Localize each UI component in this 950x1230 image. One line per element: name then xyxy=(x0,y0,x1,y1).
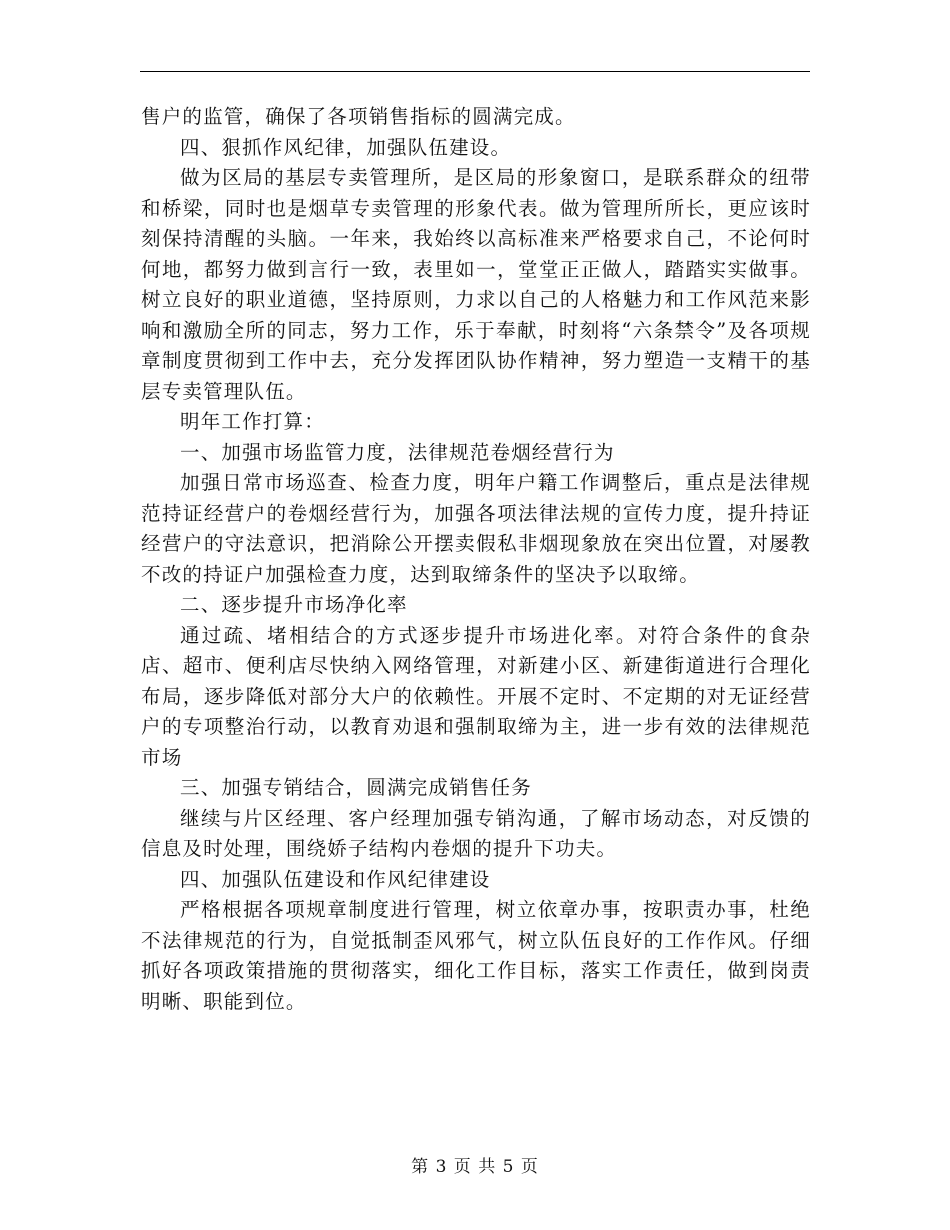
section-heading: 三、加强专销结合，圆满完成销售任务 xyxy=(180,776,532,799)
paragraph: 做为区局的基层专卖管理所，是区局的形象窗口，是联系群众的纽带和桥梁，同时也是烟草专卖管理的形象代表。做为管理所所长，更应该时刻保持清醒的头脑。一年来，我始终以高标准来严格要求自己，不论何时何地，都努力做到言行一致，表里如一，堂堂正正做人，踏踏实实做事。树立良好的职业道德，坚持原则，力求以自己的人格魅力和工作风范来影响和激励全所的同志，努力工作，乐于奉献，时刻将“六条禁令”及各项规章制度贯彻到工作中去，充分发挥团队协作精神，努力塑造一支精干的基层专卖管理队伍。 xyxy=(141,166,811,403)
section-heading: 一、加强市场监管力度，法律规范卷烟经营行为 xyxy=(180,440,615,464)
page-number: 第 3 页 共 5 页 xyxy=(411,1157,539,1177)
paragraph: 严格根据各项规章制度进行管理，树立依章办事，按职责办事，杜绝不法律规范的行为，自觉抵制歪风邪气，树立队伍良好的工作作风。仔细抓好各项政策措施的贯彻落实，细化工作目标，落实工作责任，做到岗责明晰、职能到位。 xyxy=(141,898,811,1013)
section-heading: 明年工作打算： xyxy=(180,410,325,433)
paragraph: 通过疏、堵相结合的方式逐步提升市场进化率。对符合条件的食杂店、超市、便利店尽快纳入网络管理，对新建小区、新建街道进行合理化布局，逐步降低对部分大户的依赖性。开展不定时、不定期的对无证经营户的专项整治行动，以教育劝退和强制取缔为主，进一步有效的法律规范市场 xyxy=(141,623,811,769)
document-body xyxy=(141,102,811,1017)
paragraph: 售户的监管，确保了各项销售指标的圆满完成。 xyxy=(141,105,576,128)
paragraph: 继续与片区经理、客户经理加强专销沟通，了解市场动态，对反馈的信息及时处理，围绕娇子结构内卷烟的提升下功夫。 xyxy=(141,806,811,860)
section-heading: 二、逐步提升市场净化率 xyxy=(180,593,408,616)
section-heading: 四、加强队伍建设和作风纪律建设 xyxy=(180,867,491,891)
section-heading: 四、狠抓作风纪律，加强队伍建设。 xyxy=(180,135,512,159)
header-rule xyxy=(140,71,810,72)
paragraph: 加强日常市场巡查、检查力度，明年户籍工作调整后，重点是法律规范持证经营户的卷烟经营行为，加强各项法律法规的宣传力度，提升持证经营户的守法意识，把消除公开摆卖假私非烟现象放在突出位置，对屡教不改的持证户加强检查力度，达到取缔条件的坚决予以取缔。 xyxy=(141,471,811,586)
